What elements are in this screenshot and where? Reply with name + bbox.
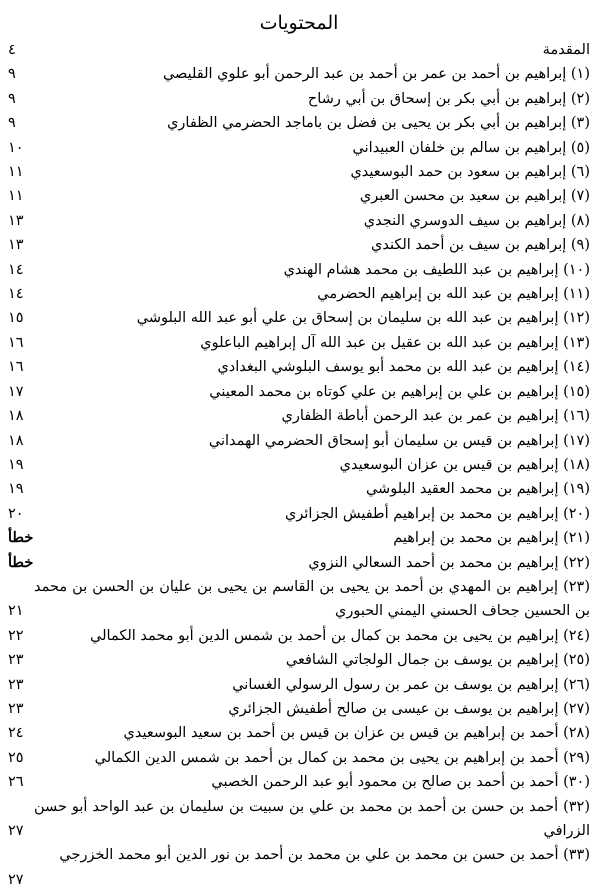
toc-entry [8,843,590,892]
entry-title: (٢٦) إبراهيم بن يوسف بن عمر بن رسول الرسولي الغساني [232,676,590,693]
toc-entry [8,233,590,257]
entry-title: (٦) إبراهيم بن سعود بن حمد البوسعيدي [350,164,590,181]
entry-page-number: ١٠ [8,139,24,156]
toc-entry [8,380,590,404]
entry-page-number: ١٩ [8,481,24,498]
entry-title: (٢) إبراهيم بن أبي بكر بن إسحاق بن أبي رشاح [307,90,590,107]
toc-entry [8,746,590,770]
entry-title: (٢٣) إبراهيم بن المهدي بن أحمد بن يحيى بن القاسم بن يحيى بن عليان بن الحسن بن محمد بن الحسين جحاف الحسني اليمني الحبوري [34,578,590,620]
toc-entry [8,306,590,330]
entry-page-number: ١٦ [8,359,24,376]
entry-page-number: ٢٧ [8,871,24,888]
entry-page-number: ٤ [8,42,16,58]
entry-title: (١٢) إبراهيم بن عبد الله بن سليمان بن إسحاق بن علي أبو عبد الله البلوشي [136,310,590,327]
toc-entry [8,87,590,111]
entry-page-number: ٢٤ [8,725,24,742]
toc-entry [8,770,590,794]
toc-entry [8,355,590,379]
entry-title: (٢٠) إبراهيم بن محمد بن إبراهيم أطفيش الجزائري [285,505,590,522]
toc-list [8,38,590,892]
entry-page-number: خطأ [8,553,34,571]
entry-page-number: ٩ [8,115,16,132]
toc-entry [8,697,590,721]
entry-page-number: ١٩ [8,456,24,473]
entry-page-number: ٢٢ [8,627,24,644]
page-title: المحتويات [259,12,339,34]
entry-title: (٣) إبراهيم بن أبي بكر بن يحيى بن فضل بن باماجد الحضرمي الظفاري [167,115,590,132]
entry-page-number: ١٤ [8,286,24,303]
toc-entry [8,429,590,453]
entry-title: (١١) إبراهيم بن عبد الله بن إبراهيم الحضرمي [317,286,590,303]
toc-entry [8,184,590,208]
toc-entry [8,502,590,526]
entry-page-number: ٢٥ [8,749,24,766]
entry-page-number: ٢٣ [8,700,24,717]
entry-page-number: ٩ [8,90,16,107]
toc-entry [8,453,590,477]
entry-page-number: ٩ [8,66,16,83]
entry-title: (٥) إبراهيم بن سالم بن خلفان العبيداني [352,139,590,156]
entry-title: (١٦) إبراهيم بن عمر بن عبد الرحمن أباطة الظفاري [281,408,590,425]
entry-title: (٨) إبراهيم بن سيف الدوسري النجدي [363,212,590,229]
entry-title: (١٨) إبراهيم بن قيس بن عزان البوسعيدي [339,456,590,473]
toc-entry [8,648,590,672]
entry-title: (١٤) إبراهيم بن عبد الله بن محمد أبو يوسف البلوشي البغدادي [217,359,590,376]
entry-title: المقدمة [542,42,590,58]
entry-page-number: ١١ [8,164,24,181]
toc-entry [8,404,590,428]
toc-entry [8,624,590,648]
entry-page-number: ١٣ [8,237,24,254]
entry-page-number: ١٦ [8,334,24,351]
toc-entry [8,331,590,355]
toc-entry [8,673,590,697]
entry-title: (٢٩) أحمد بن إبراهيم بن يحيى بن محمد بن كمال بن أحمد بن شمس الدين الكمالي [94,749,590,766]
entry-title: (٢٨) أحمد بن إبراهيم بن قيس بن عزان بن قيس بن أحمد بن سعيد البوسعيدي [123,725,590,742]
entry-title: (١٧) إبراهيم بن قيس بن سليمان أبو إسحاق الحضرمي الهمداني [208,432,590,449]
entry-page-number: ٢٧ [8,822,24,839]
toc-entry [8,111,590,135]
entry-title: (١٠) إبراهيم بن عبد اللطيف بن محمد هشام الهندي [283,261,590,278]
entry-page-number: ١٥ [8,310,24,327]
entry-page-number: ١٨ [8,408,24,425]
toc-entry [8,136,590,160]
toc-entry [8,551,590,575]
entry-page-number: ٢٠ [8,505,24,522]
entry-title: (٣٣) أحمد بن حسن بن محمد بن علي بن محمد بن أحمد بن نور الدين أبو محمد الخزرجي [59,847,590,864]
entry-page-number: ٢١ [8,603,24,620]
toc-entry [8,721,590,745]
entry-title: (٢١) إبراهيم بن محمد بن إبراهيم [393,530,590,547]
entry-title: (٢٤) إبراهيم بن يحيى بن محمد بن كمال بن أحمد بن شمس الدين أبو محمد الكمالي [90,627,590,644]
entry-title: (٣٢) أحمد بن حسن بن أحمد بن محمد بن علي بن سبيت بن سليمان بن عبد الواحد أبو حسن الزرافي [34,798,590,839]
toc-entry [8,62,590,86]
toc-entry [8,160,590,184]
toc-entry [8,38,590,62]
entry-title: (٢٢) إبراهيم بن محمد بن أحمد السعالي النزوي [308,554,590,571]
entry-title: (٧) إبراهيم بن سعيد بن محسن العبري [359,188,590,205]
entry-title: (١٩) إبراهيم بن محمد العقيد البلوشي [365,481,590,498]
entry-page-number: ١٧ [8,383,24,400]
entry-page-number: ١٤ [8,261,24,278]
entry-page-number: ٢٦ [8,774,24,791]
entry-page-number: خطأ [8,529,34,547]
entry-page-number: ١٣ [8,212,24,229]
toc-entry [8,258,590,282]
toc-entry [8,282,590,306]
toc-entry [8,477,590,501]
toc-entry [8,575,590,624]
entry-title: (٣٠) أحمد بن أحمد بن صالح بن محمود أبو عبد الرحمن الخصبي [211,774,590,791]
entry-page-number: ٢٣ [8,652,24,669]
entry-title: (١٣) إبراهيم بن عبد الله بن عقيل بن عبد الله آل إبراهيم الباعلوي [200,334,590,351]
toc-entry [8,526,590,550]
entry-title: (٢٥) إبراهيم بن يوسف بن جمال الولجاتي الشافعي [285,652,590,669]
entry-title: (١٥) إبراهيم بن علي بن إبراهيم بن علي كوتاه بن محمد المعيني [209,383,590,400]
toc-entry [8,209,590,233]
entry-page-number: ٢٣ [8,676,24,693]
entry-title: (٩) إبراهيم بن سيف بن أحمد الكندي [370,237,590,254]
entry-title: (٢٧) إبراهيم بن يوسف بن عيسى بن صالح أطفيش الجزائري [228,700,590,717]
toc-entry [8,795,590,844]
entry-page-number: ١٨ [8,432,24,449]
entry-title: (١) إبراهيم بن أحمد بن عمر بن أحمد بن عبد الرحمن أبو علوي القليصي [162,66,590,83]
entry-page-number: ١١ [8,188,24,205]
